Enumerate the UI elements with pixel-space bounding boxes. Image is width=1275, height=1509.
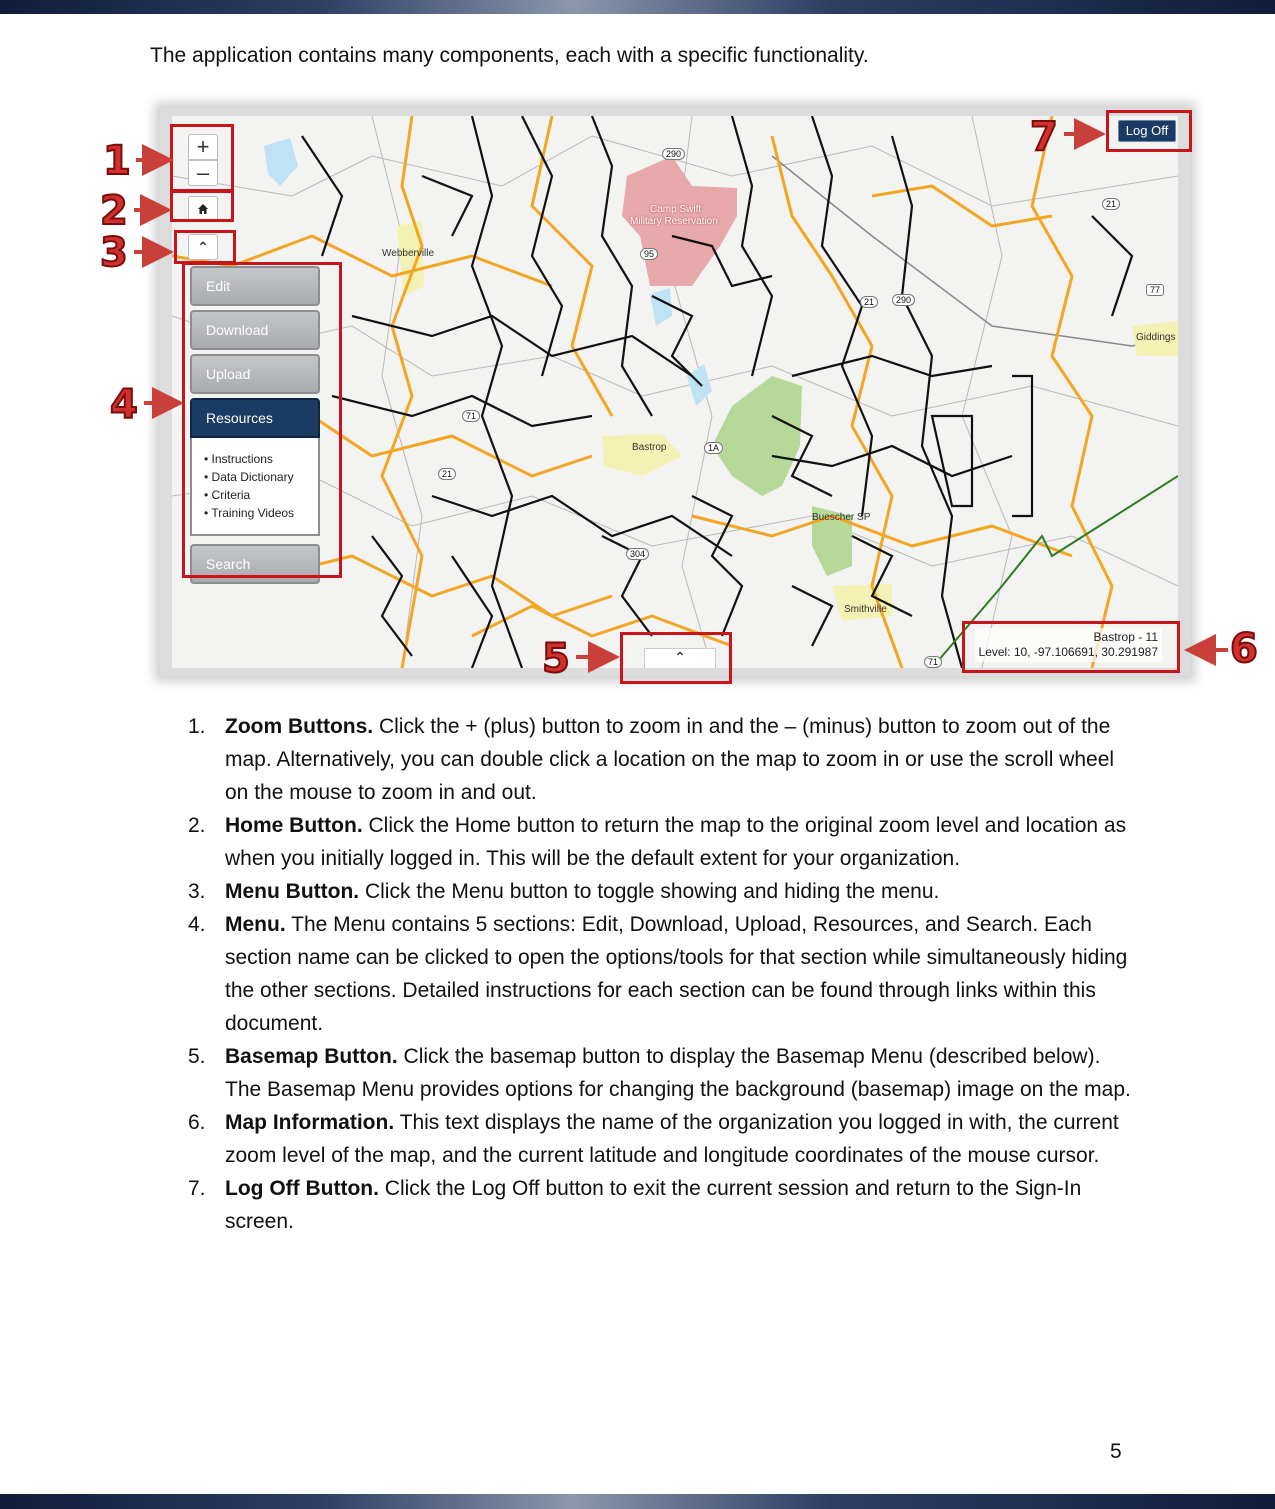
item-text: Click the basemap button to display the Basemap Menu (described below). The Basemap Menu provides options for changing the background (basemap) image on the map.: [225, 1045, 1131, 1101]
log-off-button[interactable]: Log Off: [1118, 120, 1176, 142]
link-criteria[interactable]: • Criteria: [204, 486, 308, 504]
label-hw290: 290: [662, 148, 685, 160]
item-text: Click the Log Off button to exit the current session and return to the Sign-In screen.: [225, 1177, 1082, 1233]
label-hw21c: 21: [438, 468, 456, 480]
intro-text: The application contains many components, each with a specific functionality.: [150, 44, 869, 67]
label-hw21a: 21: [1102, 198, 1120, 210]
item-number: 6.: [188, 1111, 206, 1134]
callout-arrows: [0, 0, 1275, 700]
callout-4: 4: [110, 382, 138, 428]
info-coords: Level: 10, -97.106691, 30.291987: [978, 645, 1158, 659]
callout-7: 7: [1030, 114, 1058, 160]
item-title: Home Button.: [225, 814, 363, 837]
item-text: This text displays the name of the organization you logged in with, the current zoom level of the map, and the current latitude and longitude coordinates of the mouse cursor.: [225, 1111, 1119, 1167]
list-item: [188, 875, 1138, 908]
page-number: 5: [1110, 1440, 1122, 1463]
item-text: Click the + (plus) button to zoom in and the – (minus) button to zoom out of the map. Alternatively, you can double click a location on the map to zoom in or use the scroll wheel on the mouse to zoom in and out.: [225, 715, 1115, 804]
item-text: Click the Home button to return the map to the original zoom level and location as when you initially logged in. This will be the default extent for your organization.: [225, 814, 1127, 870]
list-item: [188, 710, 1138, 809]
menu-download[interactable]: Download: [190, 310, 320, 350]
menu-upload[interactable]: Upload: [190, 354, 320, 394]
item-text: The Menu contains 5 sections: Edit, Download, Upload, Resources, and Search. Each section name can be clicked to open the options/tools for that section while simultaneously hiding the other sections. Detailed instructions for each section can be found through links within this document.: [225, 913, 1128, 1035]
footer-bar: [0, 1494, 1275, 1509]
item-title: Basemap Button.: [225, 1045, 398, 1068]
list-item: [188, 1106, 1138, 1172]
label-hw71: 71: [462, 410, 480, 422]
info-org: Bastrop - 11: [1093, 630, 1158, 644]
label-hw1a: 1A: [704, 442, 723, 454]
callout-5: 5: [542, 636, 570, 682]
label-hw290b: 290: [892, 294, 915, 306]
label-military: Military Reservation: [630, 216, 718, 227]
label-hw21b: 21: [860, 296, 878, 308]
callout-1: 1: [103, 138, 131, 184]
item-number: 7.: [188, 1177, 206, 1200]
label-webberville: Webberville: [382, 248, 435, 259]
item-number: 3.: [188, 880, 206, 903]
item-text: Click the Menu button to toggle showing and hiding the menu.: [359, 880, 940, 903]
menu-edit[interactable]: Edit: [190, 266, 320, 306]
callout-2: 2: [100, 188, 128, 234]
label-bastrop: Bastrop: [632, 442, 667, 453]
label-smithville: Smithville: [844, 604, 887, 615]
item-title: Menu Button.: [225, 880, 360, 903]
item-title: Zoom Buttons.: [225, 715, 374, 738]
label-hw304: 304: [626, 548, 649, 560]
item-number: 1.: [188, 715, 206, 738]
instructions-list: [188, 710, 1138, 1238]
label-camp-swift: Camp Swift: [650, 204, 702, 215]
zoom-in-button[interactable]: +: [188, 134, 218, 160]
item-number: 2.: [188, 814, 206, 837]
zoom-out-button[interactable]: –: [188, 160, 218, 186]
label-buescher: Buescher SP: [812, 512, 871, 523]
callout-6: 6: [1230, 626, 1258, 672]
menu-toggle-button[interactable]: ⌃: [188, 234, 218, 260]
item-title: Menu.: [225, 913, 286, 936]
item-title: Map Information.: [225, 1111, 395, 1134]
menu-resources[interactable]: Resources: [190, 398, 320, 438]
item-number: 5.: [188, 1045, 206, 1068]
list-item: [188, 809, 1138, 875]
label-hw71b: 71: [924, 656, 942, 668]
menu-search[interactable]: Search: [190, 544, 320, 584]
label-giddings: Giddings: [1136, 332, 1176, 343]
item-number: 4.: [188, 913, 206, 936]
basemap-button[interactable]: ⌃: [644, 648, 716, 668]
list-item: [188, 1040, 1138, 1106]
label-hw77: 77: [1146, 284, 1164, 296]
link-instructions[interactable]: • Instructions: [204, 450, 308, 468]
list-item: [188, 1172, 1138, 1238]
link-data-dictionary[interactable]: • Data Dictionary: [204, 468, 308, 486]
link-training-videos[interactable]: • Training Videos: [204, 504, 308, 522]
callout-3: 3: [100, 230, 128, 276]
item-title: Log Off Button.: [225, 1177, 379, 1200]
list-item: [188, 908, 1138, 1040]
label-hw95: 95: [640, 248, 658, 260]
